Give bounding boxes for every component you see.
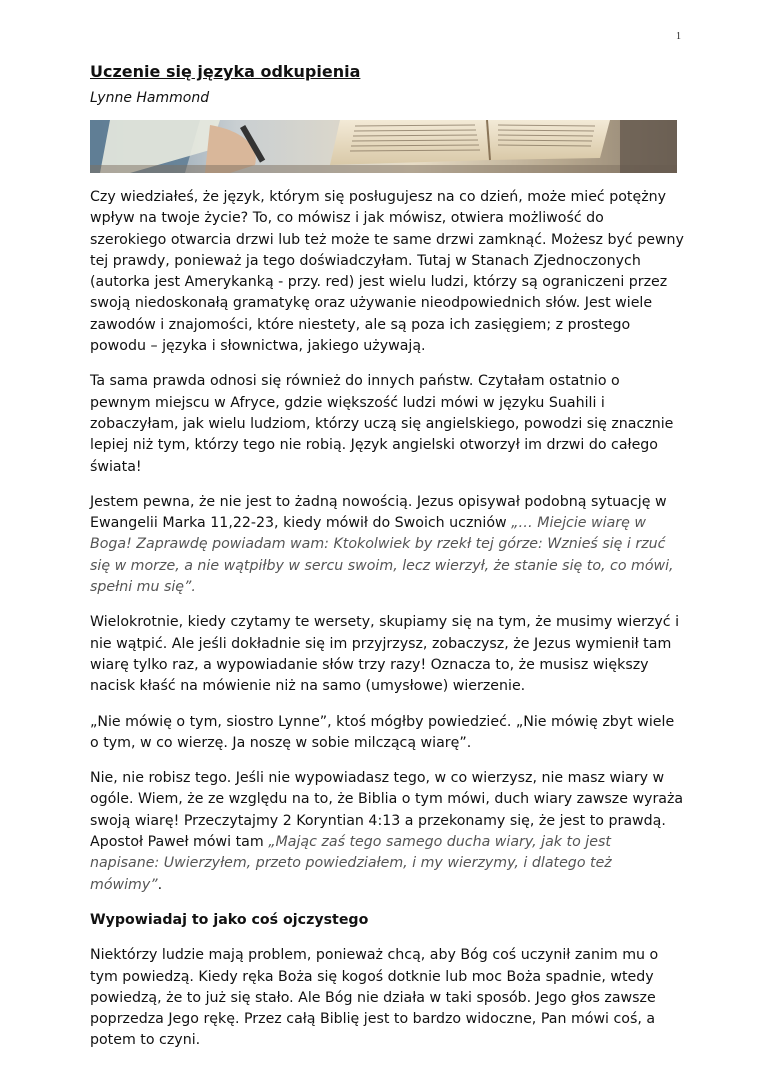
page-number: 1	[676, 31, 681, 42]
author-name: Lynne Hammond	[90, 90, 210, 106]
paragraph-7: Niektórzy ludzie mają problem, ponieważ chcą, aby Bóg coś uczynił zanim mu o tym powiedzą. Kiedy ręka Boża się kogoś dotknie lub moc Boża spadnie, wtedy powiedzą, że to już się stało. Ale Bóg nie działa w taki sposób. Jego głos zawsze poprzedza Jego rękę. Przez całą Biblię jest to bardzo widoczne, Pan mówi coś, a potem to czyni.	[90, 947, 659, 1049]
article-body	[90, 187, 684, 1066]
paragraph-2: Ta sama prawda odnosi się również do innych państw. Czytałam ostatnio o pewnym miejscu w Afryce, gdzie większość ludzi mówi w języku Suahili i zobaczyłam, jak wielu ludziom, którzy uczą się angielskiego, powodzi się znacznie lepiej niż tym, którzy tego nie robią. Język angielski otworzył im drzwi do całego świata!	[90, 373, 674, 475]
paragraph-6	[90, 768, 684, 896]
scripture-quote-corinthians: „Mając zaś tego samego ducha wiary, jak to jest napisane: Uwierzyłem, przeto powiedziałem, i my wierzymy, i dlatego też mówimy”	[90, 834, 612, 893]
paragraph-1: Czy wiedziałeś, że język, którym się posługujesz na co dzień, może mieć potężny wpływ na twoje życie? To, co mówisz i jak mówisz, otwiera możliwość do szerokiego otwarcia drzwi lub też może te same drzwi zamknąć. Możesz być pewny tej prawdy, ponieważ ja tego doświadczyłam. Tutaj w Stanach Zjednoczonych (autorka jest Amerykanką - przy. red) jest wielu ludzi, którzy są ograniczeni przez swoją niedoskonałą gramatykę oraz używanie nieodpowiednich słów. Jest wiele zawodów i znajomości, które niestety, ale są poza ich zasięgiem; z prostego powodu – języka i słownictwa, jakiego używają.	[90, 189, 684, 355]
paragraph-3-text: Jestem pewna, że nie jest to żadną nowością. Jezus opisywał podobną sytuację w Ewangelii Marka 11,22-23, kiedy mówił do Swoich uczniów	[90, 493, 667, 532]
books-reading-photo	[90, 120, 677, 173]
document-title: Uczenie się języka odkupienia	[90, 62, 361, 81]
scripture-quote-mark: „… Miejcie wiarę w Boga! Zaprawdę powiadam wam: Ktokolwiek by rzekł tej górze: Wznieś się i rzuć się w morze, a nie wątpiłby w sercu swoim, lecz wierzył, że stanie się to, co mówi, spełni mu się”.	[90, 515, 674, 596]
paragraph-6-text: Nie, nie robisz tego. Jeśli nie wypowiadasz tego, w co wierzysz, nie masz wiary w ogóle. Wiem, że ze względu na to, że Biblia o tym mówi, duch wiary zawsze wyraża swoją wiarę! Przeczytajmy 2 Koryntian 4:13 a przekonamy się, że jest to prawdą. Apostoł Paweł mówi tam	[90, 770, 684, 851]
paragraph-4: Wielokrotnie, kiedy czytamy te wersety, skupiamy się na tym, że musimy wierzyć i nie wątpić. Ale jeśli dokładnie się im przyjrzysz, zobaczysz, że Jezus wymienił tam wiarę tylko raz, a wypowiadanie słów trzy razy! Oznacza to, że musisz większy nacisk kłaść na mówienie niż na samo (umysłowe) wierzenie.	[90, 614, 680, 695]
section-heading: Wypowiadaj to jako coś ojczystego	[90, 911, 369, 928]
paragraph-6-end: .	[157, 876, 163, 893]
paragraph-5: „Nie mówię o tym, siostro Lynne”, ktoś mógłby powiedzieć. „Nie mówię zbyt wiele o tym, w co wierzę. Ja noszę w sobie milczącą wiarę”.	[90, 713, 675, 751]
paragraph-3	[90, 492, 684, 598]
